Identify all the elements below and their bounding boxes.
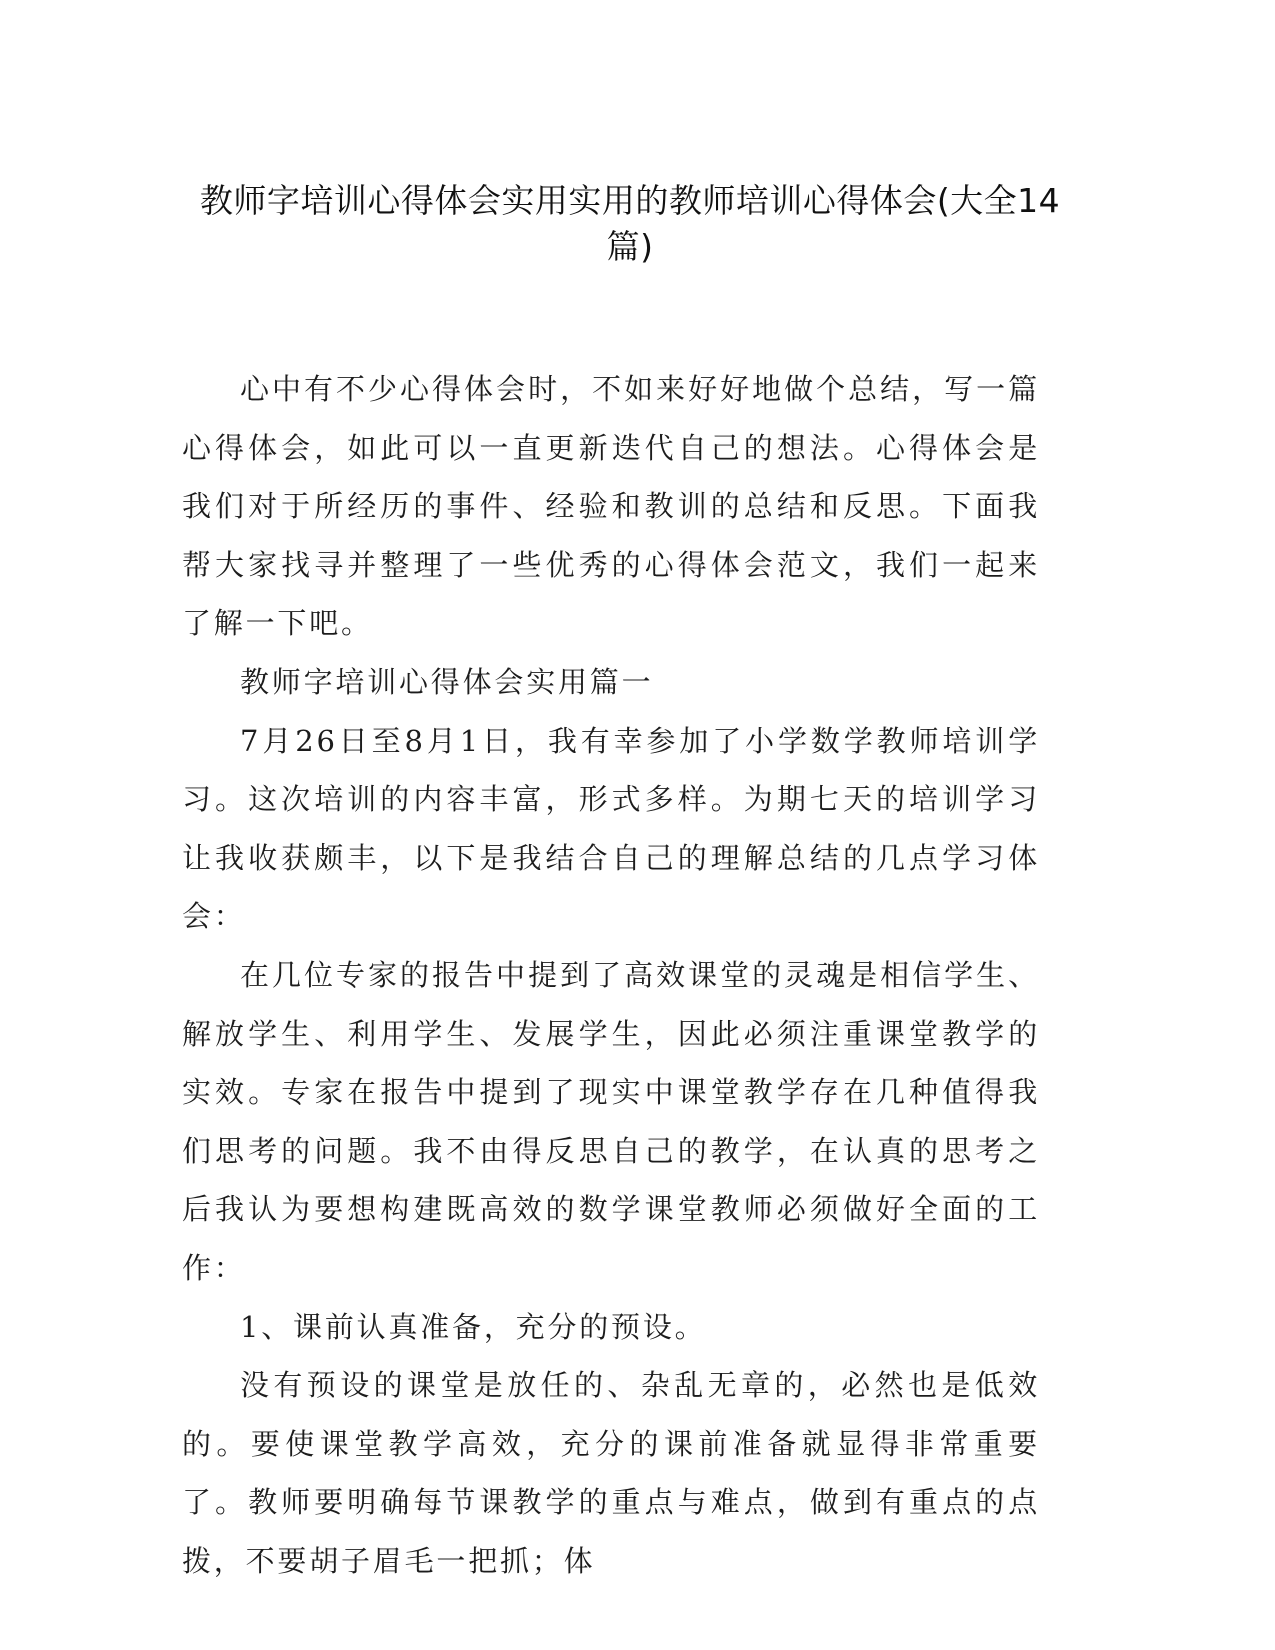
list-item-heading: 1、课前认真准备，充分的预设。 [240, 1309, 707, 1344]
paragraph: 没有预设的课堂是放任的、杂乱无章的，必然也是低效的。要使课堂教学高效，充分的课前准备就显得非常重要了。教师要明确每节课教学的重点与难点，做到有重点的点拨，不要胡子眉毛一把抓；体 [182, 1368, 1040, 1578]
paragraph-intro: 心中有不少心得体会时，不如来好好地做个总结，写一篇心得体会，如此可以一直更新迭代自己的想法。心得体会是我们对于所经历的事件、经验和教训的总结和反思。下面我帮大家找寻并整理了一些优秀的心得体会范文，我们一起来了解一下吧。 [182, 372, 1040, 641]
section-heading: 教师字培训心得体会实用篇一 [240, 664, 654, 699]
document-body [182, 360, 1040, 1590]
paragraph: 在几位专家的报告中提到了高效课堂的灵魂是相信学生、解放学生、利用学生、发展学生，因此必须注重课堂教学的实效。专家在报告中提到了现实中课堂教学存在几种值得我们思考的问题。我不由得反思自己的教学，在认真的思考之后我认为要想构建既高效的数学课堂教师必须做好全面的工作： [182, 957, 1040, 1285]
paragraph: 7月26日至8月1日，我有幸参加了小学数学教师培训学习。这次培训的内容丰富，形式多样。为期七天的培训学习让我收获颇丰，以下是我结合自己的理解总结的几点学习体会： [182, 723, 1040, 934]
document-title: 教师字培训心得体会实用实用的教师培训心得体会(大全14篇) [199, 181, 1061, 266]
